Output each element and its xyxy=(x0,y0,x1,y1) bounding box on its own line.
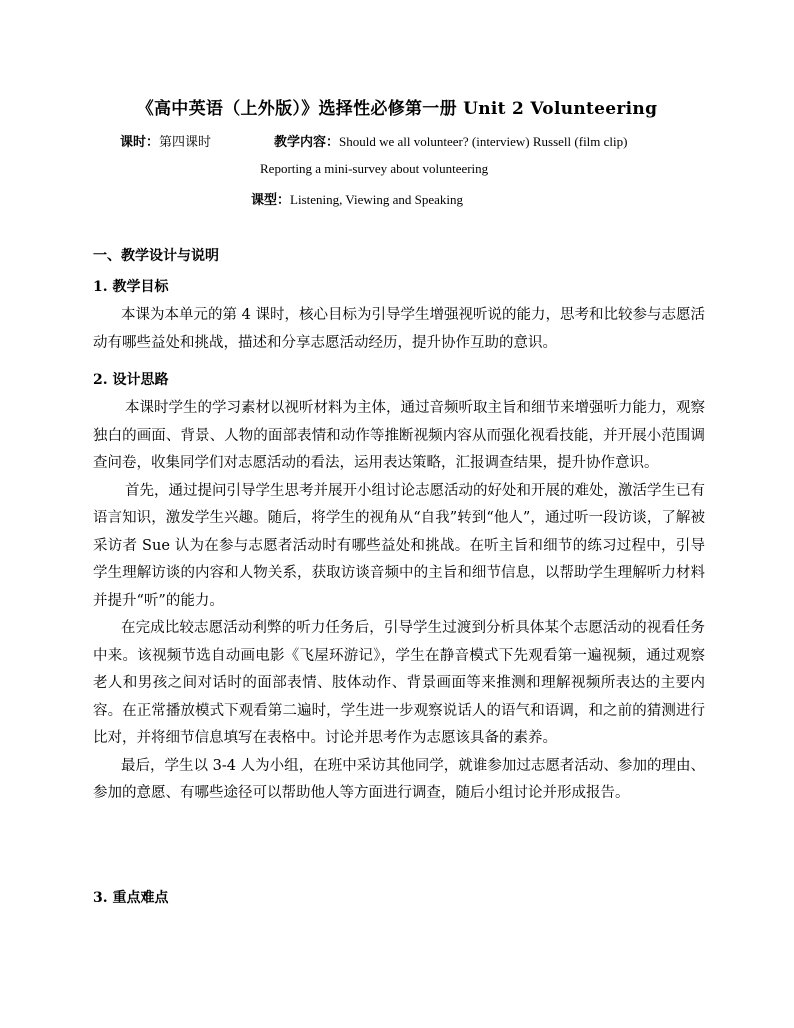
subsection-heading-goals: 1. 教学目标 xyxy=(93,279,169,295)
lesson-value: 第四课时 xyxy=(159,135,212,150)
content-label: 教学内容： xyxy=(274,135,340,150)
content-value-2: Reporting a mini-survey about volunteering xyxy=(260,161,489,176)
lesson-line xyxy=(120,131,211,150)
type-label: 课型： xyxy=(251,193,291,208)
subsection-heading-design: 2. 设计思路 xyxy=(93,372,169,388)
content-value-1: Should we all volunteer? (interview) Russell (film clip) xyxy=(339,134,628,149)
design-paragraphs xyxy=(93,395,705,808)
design-paragraph-3: 在完成比较志愿活动利弊的听力任务后，引导学生过渡到分析具体某个志愿活动的视看任务中来。该视频节选自动画电影《飞屋环游记》，学生在静音模式下先观看第一遍视频，通过观察老人和男孩之间对话时的面部表情、肢体动作、背景画面等来推测和理解视频所表达的主要内容。在正常播放模式下观看第二遍时，学生进一步观察说话人的语气和语调，和之前的猜测进行比对，并将细节信息填写在表格中。讨论并思考作为志愿该具备的素养。 xyxy=(93,620,705,746)
goals-text: 本课为本单元的第 4 课时，核心目标为引导学生增强视听说的能力，思考和比较参与志愿活动有哪些益处和挑战，描述和分享志愿活动经历，提升协作互助的意识。 xyxy=(93,307,705,351)
design-paragraph-1: 本课时学生的学习素材以视听材料为主体，通过音频听取主旨和细节来增强听力能力，观察独白的画面、背景、人物的面部表情和动作等推断视频内容从而强化视看技能，并开展小范围调查问卷，收集同学们对志愿活动的看法，运用表达策略，汇报调查结果，提升协作意识。 xyxy=(93,400,705,471)
document-title: 《高中英语（上外版）》选择性必修第一册 Unit 2 Volunteering xyxy=(136,99,658,119)
type-value: Listening, Viewing and Speaking xyxy=(290,192,464,207)
lesson-label: 课时： xyxy=(120,135,160,150)
section-heading: 一、教学设计与说明 xyxy=(93,248,219,264)
subsection-heading-keypoints: 3. 重点难点 xyxy=(93,890,169,906)
content-line xyxy=(274,131,627,150)
design-paragraph-4: 最后，学生以 3-4 人为小组，在班中采访其他同学，就谁参加过志愿者活动、参加的理由、参加的意愿、有哪些途径可以帮助他人等方面进行调查，随后小组讨论并形成报告。 xyxy=(93,757,705,801)
type-line xyxy=(251,189,463,208)
design-paragraph-2: 首先，通过提问引导学生思考并展开小组讨论志愿活动的好处和开展的难处，激活学生已有语言知识，激发学生兴趣。随后，将学生的视角从“自我”转到“他人”，通过听一段访谈，了解被采访者 Sue 认为在参与志愿者活动时有哪些益处和挑战。在听主旨和细节的练习过程中，引导学生理解访谈的内容和人物关系，获取访谈音频中的主旨和细节信息，以帮助学生理解听力材料并提升“听”的能力。 xyxy=(93,482,705,609)
goals-paragraph xyxy=(93,302,705,357)
